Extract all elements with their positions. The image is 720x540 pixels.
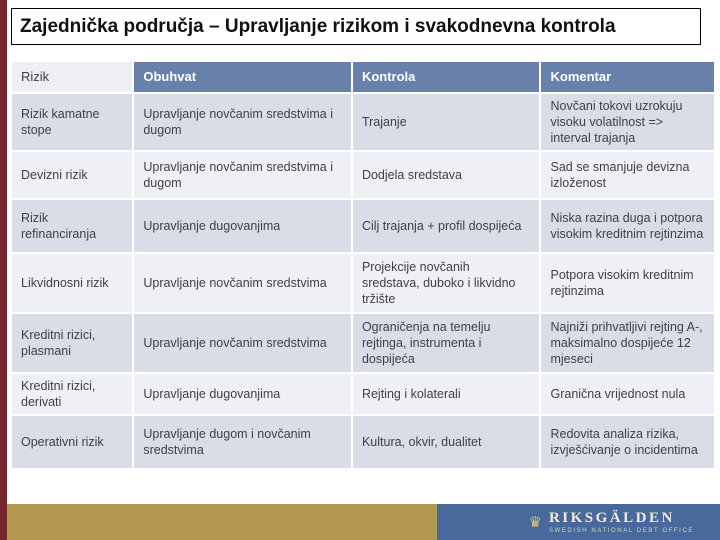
cell-kontrola: Dodjela sredstava bbox=[353, 152, 540, 198]
logo-subtitle: SWEDISH NATIONAL DEBT OFFICE bbox=[548, 528, 694, 534]
cell-rizik: Likvidnosni rizik bbox=[12, 254, 132, 312]
cell-kontrola: Rejting i kolaterali bbox=[353, 374, 540, 414]
cell-kontrola: Projekcije novčanih sredstava, duboko i likvidno tržište bbox=[353, 254, 540, 312]
footer-gold-band bbox=[7, 504, 437, 540]
risk-management-table bbox=[10, 60, 716, 470]
column-header-obuhvat: Obuhvat bbox=[134, 62, 351, 92]
cell-komentar: Niska razina duga i potpora visokim kreditnim rejtinzima bbox=[541, 200, 714, 252]
cell-komentar: Granična vrijednost nula bbox=[541, 374, 714, 414]
column-header-komentar: Komentar bbox=[541, 62, 714, 92]
table-row bbox=[12, 416, 714, 468]
column-header-rizik: Rizik bbox=[12, 62, 132, 92]
table-header-row bbox=[12, 62, 714, 92]
table-row bbox=[12, 314, 714, 372]
cell-komentar: Redovita analiza rizika, izvješćivanje o incidentima bbox=[541, 416, 714, 468]
cell-obuhvat: Upravljanje dugovanjima bbox=[134, 374, 351, 414]
cell-rizik: Rizik refinanciranja bbox=[12, 200, 132, 252]
cell-komentar: Potpora visokim kreditnim rejtinzima bbox=[541, 254, 714, 312]
logo-wordmark: RIKSGÄLDEN bbox=[548, 510, 675, 526]
cell-rizik: Operativni rizik bbox=[12, 416, 132, 468]
cell-obuhvat: Upravljanje novčanim sredstvima i dugom bbox=[134, 94, 351, 150]
crown-icon: ♛ bbox=[528, 513, 542, 531]
cell-obuhvat: Upravljanje novčanim sredstvima bbox=[134, 314, 351, 372]
riksgalden-logo bbox=[529, 507, 695, 537]
cell-obuhvat: Upravljanje novčanim sredstvima bbox=[134, 254, 351, 312]
cell-obuhvat: Upravljanje novčanim sredstvima i dugom bbox=[134, 152, 351, 198]
slide-left-accent-strip bbox=[0, 0, 7, 540]
column-header-kontrola: Kontrola bbox=[353, 62, 540, 92]
table-row bbox=[12, 94, 714, 150]
cell-obuhvat: Upravljanje dugom i novčanim sredstvima bbox=[134, 416, 351, 468]
cell-rizik: Rizik kamatne stope bbox=[12, 94, 132, 150]
cell-kontrola: Kultura, okvir, dualitet bbox=[353, 416, 540, 468]
cell-kontrola: Trajanje bbox=[353, 94, 540, 150]
table-row bbox=[12, 152, 714, 198]
cell-komentar: Najniži prihvatljivi rejting A-, maksimalno dospijeće 12 mjeseci bbox=[541, 314, 714, 372]
cell-rizik: Devizni rizik bbox=[12, 152, 132, 198]
table-row bbox=[12, 374, 714, 414]
cell-kontrola: Cilj trajanja + profil dospijeća bbox=[353, 200, 540, 252]
cell-kontrola: Ograničenja na temelju rejtinga, instrumenta i dospijeća bbox=[353, 314, 540, 372]
cell-rizik: Kreditni rizici, plasmani bbox=[12, 314, 132, 372]
cell-komentar: Sad se smanjuje devizna izloženost bbox=[541, 152, 714, 198]
cell-rizik: Kreditni rizici, derivati bbox=[12, 374, 132, 414]
cell-komentar: Novčani tokovi uzrokuju visoku volatilnost => interval trajanja bbox=[541, 94, 714, 150]
slide-title: Zajednička područja – Upravljanje rizikom i svakodnevna kontrola bbox=[11, 8, 701, 45]
cell-obuhvat: Upravljanje dugovanjima bbox=[134, 200, 351, 252]
table-row bbox=[12, 200, 714, 252]
table-row bbox=[12, 254, 714, 312]
